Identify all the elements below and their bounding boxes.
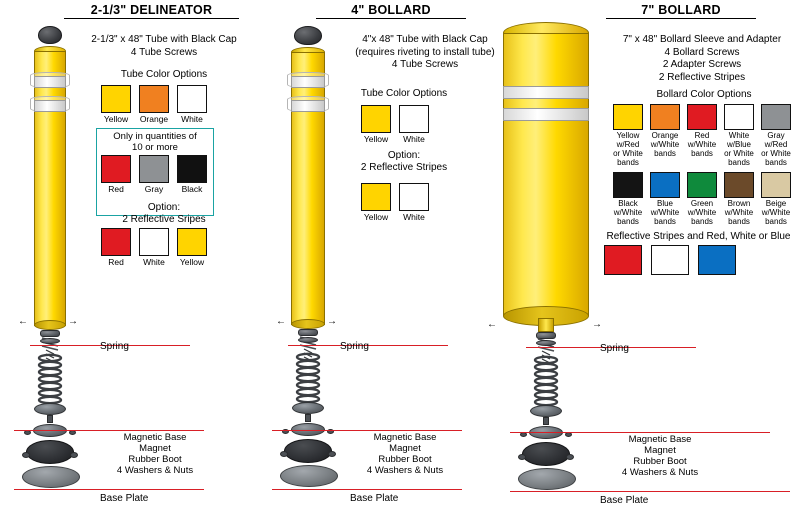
title-rule — [316, 18, 466, 19]
tube-color-options-heading-1: Tube Color Options — [120, 69, 208, 80]
bollard-4in-tube — [291, 52, 325, 325]
desc-line: 2 Adapter Screws — [662, 59, 742, 70]
lbl-l3: or White — [613, 149, 643, 158]
callout-base-plate-2: Base Plate — [350, 493, 399, 504]
swatch-gray — [761, 104, 791, 130]
option-heading-line2: 2 Reflective Stripes — [360, 162, 448, 173]
nut-b-3 — [566, 454, 574, 460]
reflective-stripes-heading: Reflective Stripes and Red, White or Blue — [606, 231, 791, 242]
callout-base-plate-1: Base Plate — [100, 493, 149, 504]
tube-color-options-heading-2: Tube Color Options — [360, 88, 448, 99]
lbl-l3: bands — [617, 217, 639, 226]
quantity-note — [98, 131, 212, 153]
lbl-l1: Beige — [765, 199, 787, 208]
swatch-black — [177, 155, 207, 183]
rubber-boot-1 — [26, 440, 74, 464]
swatch-white — [399, 105, 429, 133]
callout-rubber-boot-3: Rubber Boot — [633, 456, 687, 467]
desc-line: 4 Tube Screws — [391, 59, 459, 70]
lbl-l1: Gray — [767, 131, 785, 140]
callouts-group-2 — [350, 432, 460, 476]
swatch-white — [724, 104, 754, 130]
swatch-label-red: Red — [108, 184, 124, 194]
black-cap-2 — [294, 26, 322, 45]
rubber-boot-3 — [522, 442, 570, 466]
callout-magnet-1: Magnet — [139, 443, 171, 454]
lbl-l1: Blue — [656, 199, 673, 208]
desc-delineator — [74, 34, 254, 59]
tube-bottom-ellipse-2 — [291, 319, 325, 329]
desc-4in — [330, 34, 520, 72]
desc-line: 2 Reflective Stripes — [658, 71, 746, 83]
lbl-l4: bands — [765, 158, 787, 167]
reflective-stripe-2 — [291, 100, 325, 112]
lbl-l1: Brown — [727, 199, 751, 208]
swatch-label-stripe-red: Red — [108, 257, 124, 267]
lbl-l1: White — [728, 131, 750, 140]
swatch-red — [101, 155, 131, 183]
left-arrow-3: ← — [487, 319, 497, 330]
callouts-group-3 — [600, 434, 720, 478]
title-rule — [606, 18, 756, 19]
desc-line: 7" x 48" Bollard Sleeve and Adapter — [622, 34, 782, 45]
swatch-black — [613, 172, 643, 198]
spring-top-cup-1 — [40, 338, 60, 344]
title-rule — [64, 18, 239, 19]
swatch-blue — [650, 172, 680, 198]
swatch-label-stripe-white: White — [143, 257, 165, 267]
column-title-7in-bollard-text: 7" BOLLARD — [641, 3, 721, 17]
callouts-group-1 — [100, 432, 210, 476]
leader-magbase-2 — [272, 430, 462, 431]
lbl-l3: bands — [728, 217, 750, 226]
callout-magnetic-base-2: Magnetic Base — [373, 432, 437, 443]
callout-spring-3: Spring — [600, 343, 629, 354]
option-heading-line1: Option: — [147, 202, 181, 213]
option-heading-1 — [96, 202, 232, 226]
lbl-l2: w/Blue — [726, 140, 751, 149]
bollard-color-options-heading: Bollard Color Options — [656, 89, 752, 100]
nut-b-2 — [328, 451, 336, 457]
lbl-l2: w/White — [650, 208, 680, 217]
lbl-l2: w/Red — [764, 140, 788, 149]
lbl-l3: or White — [761, 149, 791, 158]
bolt-3 — [543, 417, 549, 425]
tube-bottom-ellipse-1 — [34, 320, 66, 330]
desc-line: (requires riveting to install tube) — [355, 46, 495, 58]
column-title-7in-bollard — [606, 3, 756, 19]
magnetic-base-1 — [34, 403, 66, 415]
swatch-beige — [761, 172, 791, 198]
nut-a-1 — [22, 452, 30, 458]
lbl-l1: Orange — [651, 131, 679, 140]
desc-line: 4 Bollard Screws — [664, 46, 740, 58]
swatch-label-black: Black — [181, 184, 203, 194]
swatch-gray — [139, 155, 169, 183]
desc-line: 2-1/3" x 48" Tube with Black Cap — [91, 34, 237, 45]
callout-magnet-2: Magnet — [389, 443, 421, 454]
delineator-tube — [34, 51, 66, 326]
lbl-l1: Green — [690, 199, 714, 208]
swatch-stripe-white — [139, 228, 169, 256]
lbl-l3: bands — [691, 149, 713, 158]
right-arrow-1: → — [68, 316, 78, 327]
swatch-stripe-yellow — [361, 183, 391, 211]
quantity-note-line1: Only in quantities of — [113, 131, 197, 142]
rubber-boot-2 — [284, 439, 332, 463]
desc-line: 4"x 48" Tube with Black Cap — [362, 34, 488, 45]
swatch-yellow — [613, 104, 643, 130]
reflective-stripe-1 — [34, 76, 66, 88]
swatch-green — [687, 172, 717, 198]
swatch-red — [687, 104, 717, 130]
magnetic-base-2 — [292, 402, 324, 414]
desc-line: 4 Tube Screws — [130, 46, 198, 58]
leader-magbase-3 — [510, 432, 770, 433]
option-heading-line1: Option: — [387, 150, 421, 161]
lbl-l2: w/White — [761, 208, 791, 217]
reflective-stripe-2 — [34, 100, 66, 112]
swatch-label-white: White — [403, 134, 425, 144]
coil-spring-3 — [528, 354, 564, 410]
swatch-stripe-red — [101, 228, 131, 256]
lbl-l1: Yellow — [616, 131, 640, 140]
desc-7in — [604, 34, 800, 84]
swatch-orange — [139, 85, 169, 113]
magnetic-base-3 — [530, 405, 562, 417]
bolt-2 — [305, 414, 311, 422]
swatch-label-stripe-yellow: Yellow — [363, 212, 389, 222]
swatch-stripe-white — [651, 245, 689, 275]
callout-magnetic-base-1: Magnetic Base — [123, 432, 187, 443]
callout-magnet-3: Magnet — [644, 445, 676, 456]
lbl-l3: or White — [724, 149, 754, 158]
leader-magbase-1 — [14, 430, 204, 431]
lbl-l1: Red — [694, 131, 710, 140]
callout-base-plate-3: Base Plate — [600, 495, 649, 506]
lbl-l2: w/White — [687, 140, 717, 149]
lbl-l3: bands — [654, 149, 676, 158]
swatch-yellow — [361, 105, 391, 133]
quantity-note-line2: 10 or more — [132, 142, 178, 153]
swatch-orange — [650, 104, 680, 130]
column-title-delineator-text: 2-1/3" DELINEATOR — [90, 3, 213, 17]
swatch-yellow — [101, 85, 131, 113]
nut-a-2 — [280, 451, 288, 457]
column-title-delineator — [64, 3, 239, 19]
swatch-label-yellow: Yellow — [103, 114, 129, 124]
option-heading-line2: 2 Reflective Sripes — [122, 214, 206, 225]
nut-a-3 — [518, 454, 526, 460]
coil-spring-2 — [290, 351, 326, 407]
swatch-label-gray: Gray — [144, 184, 164, 194]
lbl-l4: bands — [617, 158, 639, 167]
callout-spring-2: Spring — [340, 341, 369, 352]
coil-spring-1 — [32, 352, 68, 408]
base-plate-1 — [22, 466, 80, 488]
callout-rubber-boot-1: Rubber Boot — [128, 454, 182, 465]
spring-top-cup-3 — [536, 340, 556, 346]
swatch-stripe-blue — [698, 245, 736, 275]
base-plate-3 — [518, 468, 576, 490]
spring-top-cup-2 — [298, 337, 318, 343]
callout-washers-nuts-1: 4 Washers & Nuts — [116, 465, 194, 476]
swatch-stripe-red — [604, 245, 642, 275]
reflective-stripe-1 — [291, 76, 325, 88]
swatch-label-stripe-white: White — [403, 212, 425, 222]
swatch-stripe-white — [399, 183, 429, 211]
left-arrow-1: ← — [18, 316, 28, 327]
swatch-label-beige — [753, 199, 799, 226]
swatch-brown — [724, 172, 754, 198]
swatch-label-white: White — [181, 114, 203, 124]
option-heading-2 — [344, 150, 464, 174]
leader-baseplate-2 — [272, 489, 462, 490]
column-title-4in-bollard-text: 4" BOLLARD — [351, 3, 431, 17]
right-arrow-2: → — [327, 316, 337, 327]
callout-magnetic-base-3: Magnetic Base — [628, 434, 692, 445]
column-title-4in-bollard — [316, 3, 466, 19]
lbl-l2: w/White — [724, 208, 754, 217]
swatch-label-yellow: Yellow — [363, 134, 389, 144]
lbl-l2: w/Red — [616, 140, 640, 149]
lbl-l3: bands — [765, 217, 787, 226]
lbl-l3: bands — [691, 217, 713, 226]
base-plate-2 — [280, 465, 338, 487]
callout-spring-1: Spring — [100, 341, 129, 352]
bollard-reflective-stripe-2 — [503, 108, 589, 121]
swatch-label-orange: Orange — [139, 114, 169, 124]
lbl-l2: w/White — [650, 140, 680, 149]
adapter-stub — [538, 318, 554, 332]
callout-rubber-boot-2: Rubber Boot — [378, 454, 432, 465]
lbl-l2: w/White — [687, 208, 717, 217]
swatch-stripe-yellow — [177, 228, 207, 256]
lbl-l3: bands — [654, 217, 676, 226]
nut-b-1 — [70, 452, 78, 458]
leader-baseplate-1 — [14, 489, 204, 490]
right-arrow-3: → — [592, 319, 602, 330]
callout-washers-nuts-2: 4 Washers & Nuts — [366, 465, 444, 476]
lbl-l2: w/White — [613, 208, 643, 217]
swatch-label-stripe-yellow: Yellow — [179, 257, 205, 267]
bollard-7in-sleeve — [503, 33, 589, 316]
bollard-reflective-stripe-1 — [503, 86, 589, 99]
lbl-l4: bands — [728, 158, 750, 167]
black-cap-1 — [38, 26, 62, 44]
swatch-white — [177, 85, 207, 113]
callout-washers-nuts-3: 4 Washers & Nuts — [621, 467, 699, 478]
lbl-l1: Black — [618, 199, 638, 208]
left-arrow-2: ← — [276, 316, 286, 327]
leader-baseplate-3 — [510, 491, 790, 492]
bolt-1 — [47, 415, 53, 423]
swatch-label-gray — [753, 131, 799, 167]
